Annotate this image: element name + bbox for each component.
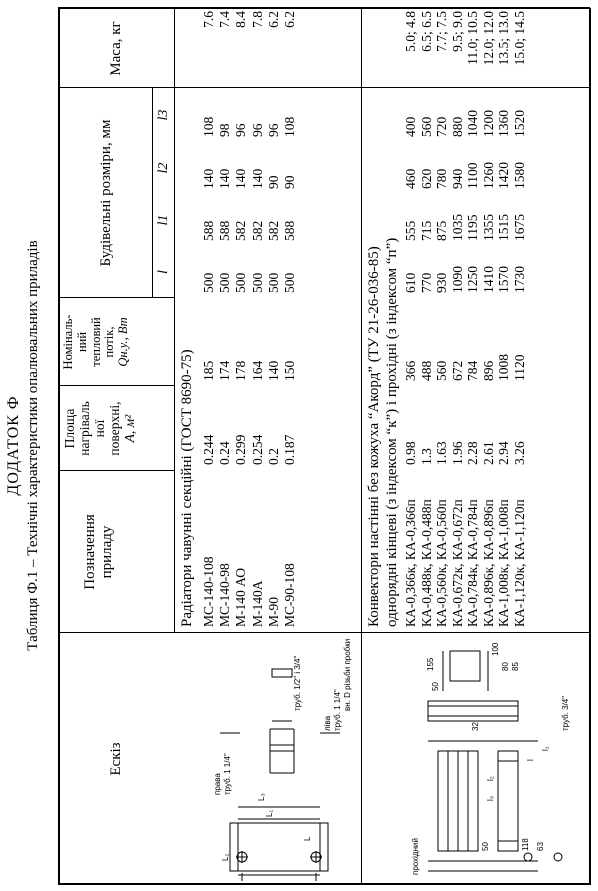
table-cell: 588 (201, 220, 216, 241)
header-dim-l2: l2 (156, 162, 171, 174)
table-cell: 0.187 (282, 434, 297, 465)
radiator-sketch (180, 636, 358, 881)
label-pipe-right: труб. 1 1/4" (223, 753, 232, 795)
label-passthrough: прохідний (411, 838, 420, 875)
table-cell: 500 (233, 272, 249, 293)
table-cell: КА-1,008к, КА-1,008п (496, 499, 511, 627)
section-title-radiators: Радіатори чавунні секційні (ГОСТ 8690-75) (179, 349, 195, 627)
table-cell: 1730 (511, 266, 527, 293)
table-cell: 7.6 (201, 11, 216, 28)
table-cell: 1.63 (434, 441, 449, 465)
table-cell: 610 (403, 272, 418, 293)
table-cell: 1008 (496, 354, 511, 381)
table-cell: 1100 (465, 162, 480, 189)
table-cell: 1675 (511, 214, 527, 241)
label-pipe-left: труб. 1 1/4" (333, 689, 342, 731)
dim-50b: 50 (431, 682, 440, 691)
header-dims: Будівельні розміри, мм (98, 119, 114, 267)
table-cell: 140 (233, 168, 249, 189)
table-cell: 3.26 (511, 441, 527, 465)
table-cell: 720 (434, 116, 449, 137)
table-cell: КА-0,366к, КА-0,366п (403, 499, 418, 627)
table-cell: 185 (201, 360, 216, 381)
table-cell: КА-0,560к, КА-0,560п (434, 499, 449, 627)
label-pipe-three-quarter: труб. 3/4" (561, 695, 570, 731)
table-cell: 90 (282, 175, 297, 189)
table-cell: 588 (217, 220, 233, 241)
table-cell: 0.98 (403, 441, 418, 465)
table-cell: КА-0,784к, КА-0,784п (465, 499, 480, 627)
table-cell: 672 (449, 360, 465, 381)
header-dim-l1: l1 (156, 214, 171, 226)
table-cell: 0.24 (217, 441, 233, 465)
table-cell: 784 (465, 360, 480, 381)
table-cell: КА-1,120к, КА-1,120п (511, 499, 527, 627)
header-area (62, 386, 138, 471)
table-cell: 875 (434, 220, 449, 241)
table-cell: 780 (434, 168, 449, 189)
table-cell: 500 (282, 272, 297, 293)
table-caption: Таблиця Ф.1 – Технічні характеристики опалювальних приладів (25, 240, 41, 651)
table-cell: 13.5; 13.0 (496, 11, 511, 66)
header-heat (62, 298, 131, 386)
convector-sketch (368, 636, 586, 881)
table-cell: 150 (282, 360, 297, 381)
header-mass: Маса, кг (108, 21, 124, 76)
table-cell: 1260 (480, 162, 496, 189)
table-cell: 770 (418, 272, 434, 293)
label-plug: вн. D різьби пробки (343, 638, 352, 711)
table-cell: 108 (201, 116, 216, 137)
header-area-l3: ної (92, 419, 108, 438)
table-cell: МС-90-108 (282, 563, 297, 627)
table-cell: 11.0; 10.5 (465, 11, 480, 65)
table-cell: 9.5; 9.0 (449, 11, 465, 52)
table-cell: 7.7; 7.5 (434, 11, 449, 52)
table-cell: 6.2 (265, 11, 281, 28)
header-dim-l: l (156, 270, 171, 274)
table-cell: 582 (249, 220, 265, 241)
table-cell: КА-0,672к, КА-0,672п (449, 499, 465, 627)
dim-50a: 50 (481, 842, 490, 851)
table-cell: 7.8 (249, 11, 265, 28)
table-cell: 7.4 (217, 11, 233, 28)
table-cell: 1040 (465, 110, 480, 137)
header-area-l1: Площа (62, 408, 77, 449)
label-right: права (213, 773, 222, 795)
table-cell: 5.0; 4.8 (403, 11, 418, 52)
table-cell: 715 (418, 220, 434, 241)
table-cell: 90 (265, 175, 281, 189)
header-heat-l2: ний (74, 331, 89, 353)
table-cell: 98 (217, 123, 233, 137)
header-heat-l3: тепловий (88, 317, 103, 367)
table-cell: 164 (249, 360, 265, 381)
table-cell: 1360 (496, 110, 511, 137)
header-area-l5: A, м² (122, 414, 138, 443)
dim-l1: l₁ (541, 746, 550, 751)
table-cell: 15.0; 14.5 (511, 11, 527, 66)
table-cell: 174 (217, 360, 233, 381)
dim-63: 63 (536, 842, 545, 851)
table-cell: 555 (403, 220, 418, 241)
table-cell: 366 (403, 360, 418, 381)
table-cell: 1570 (496, 266, 511, 293)
table-cell: 460 (403, 168, 418, 189)
header-sketch: Ескіз (108, 742, 124, 776)
table-cell: 1515 (496, 214, 511, 241)
header-designation (82, 471, 115, 633)
table-cell: 400 (403, 116, 418, 137)
table-cell: 582 (233, 220, 249, 241)
table-cell: 0.299 (233, 434, 249, 465)
table-cell: 1580 (511, 162, 527, 189)
header-designation-line2: приладу (98, 525, 115, 579)
table-cell: 178 (233, 360, 249, 381)
header-dim-l3: l3 (156, 109, 171, 121)
table-cell: 96 (249, 123, 265, 137)
section-title-convectors: Конвектори настінні без кожуха “Акорд” (ТУ 21-26-036-85) (366, 246, 382, 627)
table-cell: 896 (480, 360, 496, 381)
table-cell: 560 (418, 116, 434, 137)
header-heat-l4: потік, (102, 326, 117, 358)
table-cell: 8.4 (233, 11, 249, 28)
table-cell: 500 (265, 272, 281, 293)
table-cell: 1355 (480, 214, 496, 241)
appendix-heading: ДОДАТОК Ф (5, 395, 22, 496)
header-heat-l5: Qн.у., Вт (116, 317, 130, 367)
dim-L1: L₁ (265, 809, 274, 817)
dim-L2: L₂ (221, 853, 230, 861)
table-cell: 1420 (496, 162, 511, 189)
label-pipe-half: труб. 1/2" і 3/4" (293, 655, 302, 711)
table-cell: 108 (282, 116, 297, 137)
table-cell: 1.3 (418, 448, 434, 465)
table-cell: 2.28 (465, 441, 480, 465)
table-cell: 12.0; 12.0 (480, 11, 496, 66)
table-cell: 560 (434, 360, 449, 381)
table-cell: 1250 (465, 266, 480, 293)
section-subtitle-convectors: однорядні кінцеві (з індексом “к”) і прохідні (з індексом “п”) (384, 237, 400, 627)
label-left: ліва (323, 715, 332, 731)
table-cell: 1200 (480, 110, 496, 137)
dim-l: l (526, 759, 535, 761)
table-cell: 140 (265, 360, 281, 381)
table-cell: 1120 (511, 354, 527, 381)
table-cell: 1195 (465, 214, 480, 241)
table-cell: М-140А (249, 580, 265, 627)
table-cell: 0.2 (265, 448, 281, 465)
dim-85: 85 (511, 662, 520, 671)
table-cell: 500 (217, 272, 233, 293)
dim-32: 32 (471, 722, 480, 731)
header-designation-line1: Позначення (82, 514, 98, 590)
dim-L3: L₃ (257, 793, 266, 801)
table-cell: 0.254 (249, 434, 265, 465)
table-cell: 620 (418, 168, 434, 189)
table-cell: М-140 АО (233, 568, 249, 627)
table-cell: 940 (449, 168, 465, 189)
table-cell: 500 (201, 272, 216, 293)
table-cell: 488 (418, 360, 434, 381)
table-cell: 1.96 (449, 441, 465, 465)
dim-100: 100 (491, 642, 500, 656)
dim-80: 80 (501, 662, 510, 671)
table-cell: 96 (265, 123, 281, 137)
table-cell: МС-140-98 (217, 563, 233, 627)
table-cell: 1410 (480, 266, 496, 293)
table-cell: 588 (282, 220, 297, 241)
table-cell: 930 (434, 272, 449, 293)
table-cell: 582 (265, 220, 281, 241)
table-cell: 6.5; 6.5 (418, 11, 434, 52)
header-heat-l1: Номіналь- (61, 314, 75, 370)
table-cell: 1090 (449, 266, 465, 293)
table-cell: 500 (249, 272, 265, 293)
table-cell: КА-0,488к, КА-0,488п (418, 499, 434, 627)
dim-l2: l₂ (486, 776, 495, 781)
table-cell: М-90 (265, 597, 281, 627)
dim-L: L (303, 836, 312, 841)
table-cell: 0.244 (201, 434, 216, 465)
table-cell: 2.94 (496, 441, 511, 465)
table-cell: 6.2 (282, 11, 297, 28)
header-area-l4: поверхні, (107, 401, 123, 456)
table-cell: 880 (449, 116, 465, 137)
dim-118: 118 (521, 838, 530, 851)
header-area-l2: нагріваль (77, 401, 93, 456)
table-cell: 96 (233, 123, 249, 137)
table-cell: МС-140-108 (201, 556, 216, 627)
table-cell: 2.61 (480, 441, 496, 465)
table-cell: 140 (217, 168, 233, 189)
dim-l3: l₃ (486, 795, 495, 801)
table-cell: 140 (249, 168, 265, 189)
dim-155: 155 (426, 657, 435, 671)
table-cell: 1520 (511, 110, 527, 137)
table-cell: 1035 (449, 214, 465, 241)
table-cell: 140 (201, 168, 216, 189)
table-cell: КА-0,896к, КА-0,896п (480, 499, 496, 627)
